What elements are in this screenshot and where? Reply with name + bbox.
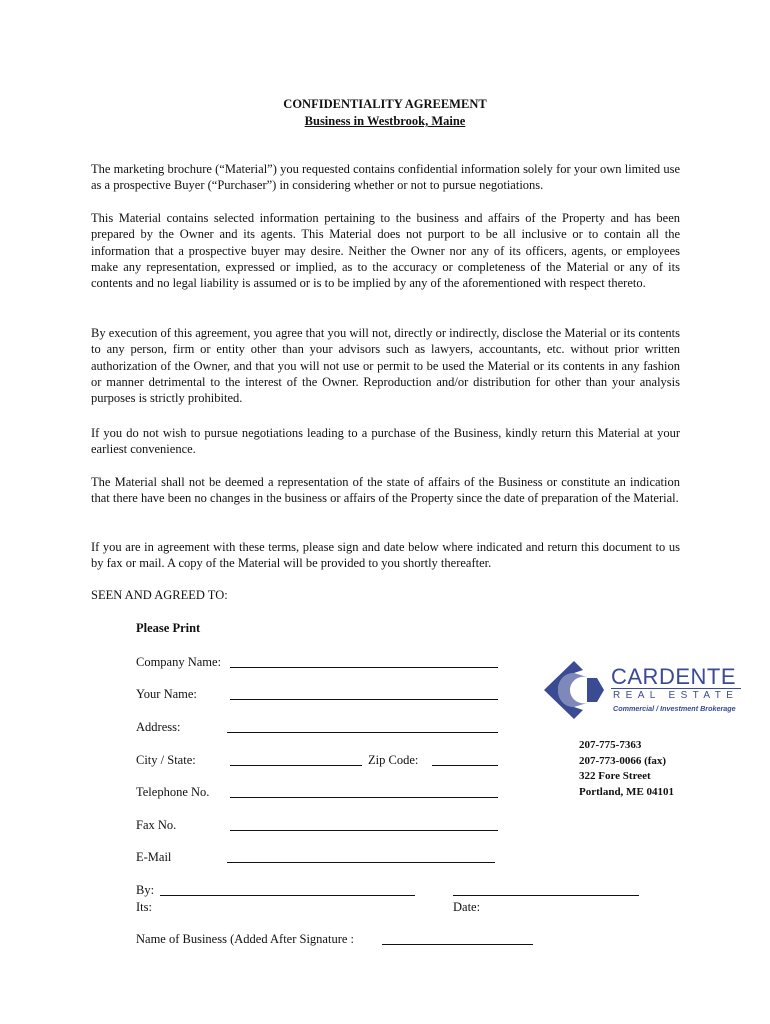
city-state-label: City / State:	[136, 753, 196, 767]
zip-code-label: Zip Code:	[368, 753, 419, 767]
address-label: Address:	[136, 720, 181, 734]
please-print-label: Please Print	[136, 621, 201, 635]
email-label: E-Mail	[136, 850, 172, 864]
paragraph-representation: The Material shall not be deemed a representation of the state of affairs of the Business or constitute an indication that there have been no changes in the business or affairs of the Property since the date of preparation of the Material.	[91, 475, 680, 506]
paragraph-intro: The marketing brochure (“Material”) you requested contains confidential information solely for your own limited use as a prospective Buyer (“Purchaser”) in considering whether or not to pursue negotiations.	[91, 162, 680, 193]
logo-divider	[611, 688, 741, 689]
company-name-field[interactable]	[230, 667, 498, 668]
name-of-business-label: Name of Business (Added After Signature :	[136, 932, 355, 946]
fax-field[interactable]	[230, 830, 498, 831]
city-state-field[interactable]	[230, 765, 362, 766]
date-field[interactable]	[453, 895, 639, 896]
telephone-label: Telephone No.	[136, 785, 210, 799]
telephone-field[interactable]	[230, 797, 498, 798]
address-field[interactable]	[227, 732, 498, 733]
by-label: By:	[136, 883, 155, 897]
paragraph-nondisclosure: By execution of this agreement, you agree that you will not, directly or indirectly, disclose the Material or its contents to any person, firm or entity other than your advisors such as lawyers, accountants, etc. without prior written authorization of the Owner, and that you will not use or permit to be used the Material or its contents in any fashion or manner detrimental to the interest of the Owner. Reproduction and/or distribution for other than your analysis purposes is strictly prohibited.	[91, 326, 680, 406]
zip-code-field[interactable]	[432, 765, 498, 766]
date-label: Date:	[453, 900, 481, 914]
signature-field[interactable]	[160, 895, 415, 896]
paragraph-agreement: If you are in agreement with these terms, please sign and date below where indicated and return this document to us by fax or mail. A copy of the Material will be provided to you shortly thereafter.	[91, 540, 680, 571]
paragraph-disclaimer: This Material contains selected information pertaining to the business and affairs of the Property and has been prepared by the Owner and its agents. This Material does not purport to be all inclusive or to contain all the information that a prospective buyer may desire. Neither the Owner nor any of its officers, agents, or employees make any representation, expressed or implied, as to the accuracy or completeness of the Material or any of its contents and no legal liability is assumed or is to be implied by any of the aforementioned with respect thereto.	[91, 211, 680, 291]
fax-label: Fax No.	[136, 818, 177, 832]
company-name-label: Company Name:	[136, 655, 222, 669]
email-field[interactable]	[227, 862, 495, 863]
page-title: CONFIDENTIALITY AGREEMENT	[283, 97, 487, 111]
seen-and-agreed-label: SEEN AND AGREED TO:	[91, 588, 228, 602]
page-subtitle: Business in Westbrook, Maine	[304, 114, 466, 128]
cardente-c-mark-icon	[543, 660, 605, 720]
logo-subtitle: REAL ESTATE	[613, 690, 739, 701]
paragraph-return: If you do not wish to pursue negotiations leading to a purchase of the Business, kindly return this Material at your earliest convenience.	[91, 426, 680, 457]
your-name-label: Your Name:	[136, 687, 197, 701]
contact-street: 322 Fore Street	[579, 770, 651, 782]
name-of-business-field[interactable]	[382, 944, 533, 945]
logo-wordmark: CARDENTE	[611, 664, 737, 689]
its-label: Its:	[136, 900, 152, 914]
cardente-logo	[543, 660, 743, 720]
contact-fax: 207-773-0066 (fax)	[579, 755, 667, 767]
your-name-field[interactable]	[230, 699, 498, 700]
logo-tagline: Commercial / Investment Brokerage	[613, 704, 736, 713]
contact-phone: 207-775-7363	[579, 739, 642, 751]
contact-city: Portland, ME 04101	[579, 786, 675, 798]
